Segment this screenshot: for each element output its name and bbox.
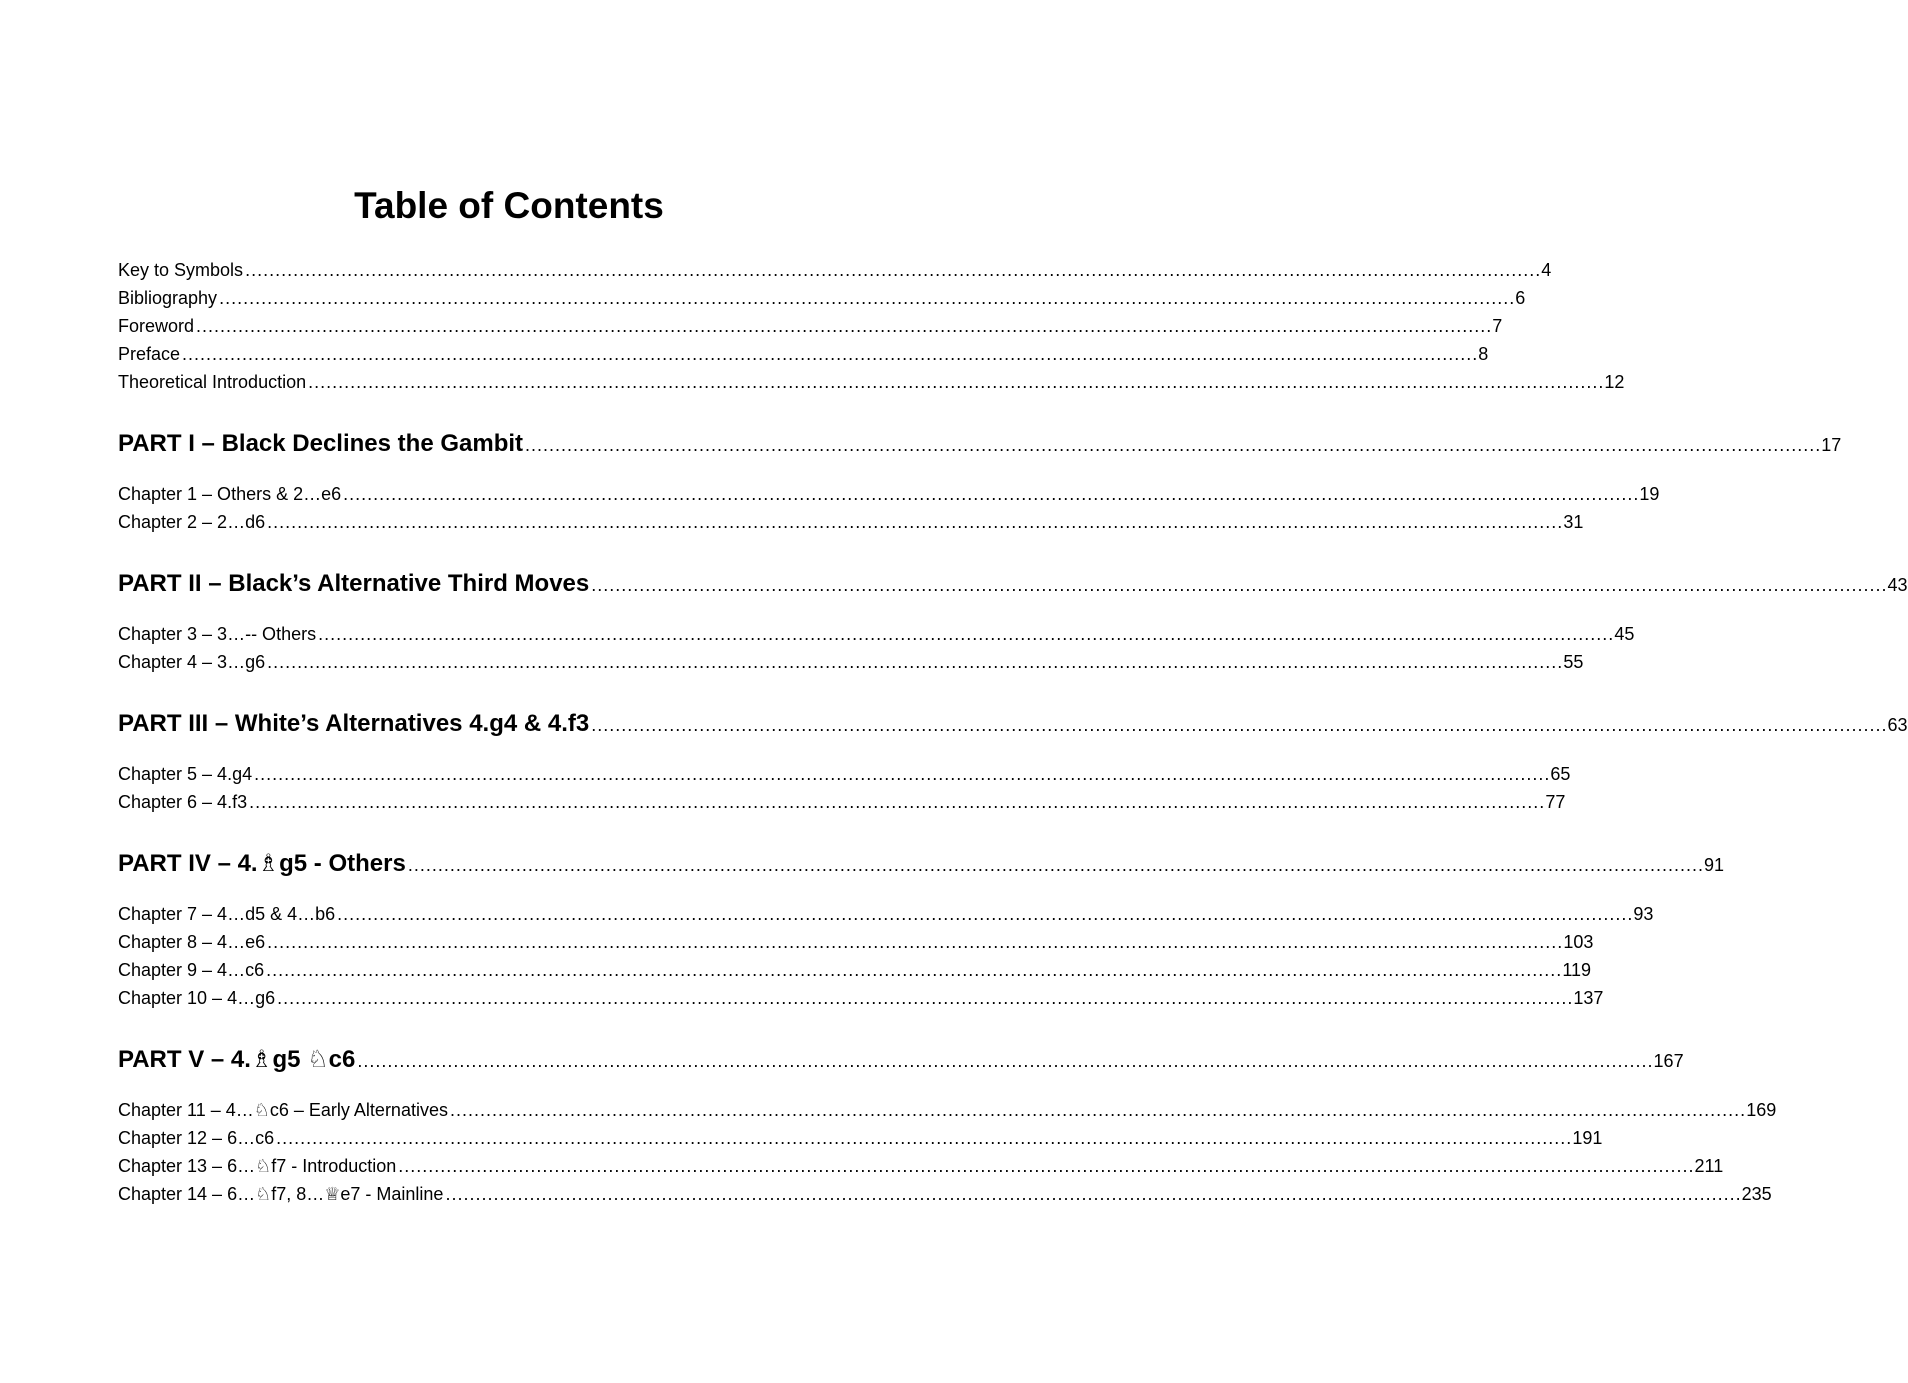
toc-part-page: 17 [1821, 435, 1842, 455]
table-of-contents [118, 256, 1908, 1208]
toc-entry-label: Chapter 7 – 4…d5 & 4…b6 [118, 904, 336, 924]
toc-part-2[interactable] [118, 566, 1908, 602]
toc-part-label: PART IV – 4.♗g5 - Others [118, 850, 406, 877]
page-title: Table of Contents [354, 185, 664, 226]
toc-chapter-1[interactable] [118, 480, 1660, 508]
toc-entry-label: Chapter 6 – 4.f3 [118, 792, 248, 812]
toc-part-4[interactable] [118, 846, 1725, 882]
toc-entry-page: 7 [1492, 316, 1503, 336]
dot-leader: ........................................................................................................................................................................................................................ [591, 715, 1888, 735]
toc-chapter-8[interactable] [118, 928, 1594, 956]
toc-entry-page: 103 [1563, 932, 1594, 952]
toc-entry-key-to-symbols[interactable] [118, 256, 1552, 284]
toc-chapter-3[interactable] [118, 620, 1635, 648]
toc-part-label: PART III – White’s Alternatives 4.g4 & 4.f3 [118, 710, 590, 737]
toc-entry-page: 31 [1563, 512, 1584, 532]
toc-entry-page: 45 [1614, 624, 1635, 644]
toc-part-page: 63 [1887, 715, 1908, 735]
dot-leader: ........................................................................................................................................................................................................................ [337, 904, 1634, 924]
toc-entry-label: Chapter 12 – 6…c6 [118, 1128, 275, 1148]
dot-leader: ........................................................................................................................................................................................................................ [182, 344, 1479, 364]
toc-part-label: PART I – Black Declines the Gambit [118, 430, 524, 457]
dot-leader: ........................................................................................................................................................................................................................ [318, 624, 1615, 644]
toc-entry-page: 55 [1563, 652, 1584, 672]
toc-entry-page: 12 [1604, 372, 1625, 392]
toc-entry-page: 6 [1515, 288, 1526, 308]
toc-entry-label: Chapter 9 – 4…c6 [118, 960, 265, 980]
dot-leader: ........................................................................................................................................................................................................................ [266, 960, 1563, 980]
toc-entry-page: 137 [1573, 988, 1604, 1008]
toc-entry-label: Preface [118, 344, 181, 364]
toc-part-1[interactable] [118, 426, 1842, 462]
toc-chapter-2[interactable] [118, 508, 1584, 536]
toc-entry-label: Chapter 11 – 4…♘c6 – Early Alternatives [118, 1100, 448, 1120]
dot-leader: ........................................................................................................................................................................................................................ [196, 316, 1493, 336]
toc-entry-theoretical-introduction[interactable] [118, 368, 1625, 396]
dot-leader: ........................................................................................................................................................................................................................ [445, 1184, 1742, 1204]
dot-leader: ........................................................................................................................................................................................................................ [343, 484, 1640, 504]
toc-entry-label: Chapter 2 – 2…d6 [118, 512, 266, 532]
toc-entry-label: Chapter 13 – 6…♘f7 - Introduction [118, 1156, 397, 1176]
toc-entry-preface[interactable] [118, 340, 1489, 368]
toc-entry-label: Chapter 1 – Others & 2…e6 [118, 484, 342, 504]
toc-chapter-5[interactable] [118, 760, 1571, 788]
toc-entry-page: 65 [1550, 764, 1571, 784]
toc-entry-bibliography[interactable] [118, 284, 1526, 312]
toc-entry-label: Chapter 5 – 4.g4 [118, 764, 253, 784]
dot-leader: ........................................................................................................................................................................................................................ [308, 372, 1605, 392]
toc-entry-page: 93 [1633, 904, 1654, 924]
toc-entry-label: Chapter 4 – 3…g6 [118, 652, 266, 672]
dot-leader: ........................................................................................................................................................................................................................ [249, 792, 1546, 812]
toc-part-label: PART II – Black’s Alternative Third Moves [118, 570, 590, 597]
dot-leader: ........................................................................................................................................................................................................................ [267, 652, 1564, 672]
toc-entry-label: Foreword [118, 316, 195, 336]
toc-chapter-6[interactable] [118, 788, 1566, 816]
toc-part-label: PART V – 4.♗g5 ♘c6 [118, 1046, 356, 1073]
toc-entry-page: 191 [1572, 1128, 1603, 1148]
toc-chapter-10[interactable] [118, 984, 1604, 1012]
toc-chapter-9[interactable] [118, 956, 1592, 984]
toc-entry-page: 169 [1746, 1100, 1777, 1120]
dot-leader: ........................................................................................................................................................................................................................ [267, 512, 1564, 532]
toc-entry-label: Key to Symbols [118, 260, 244, 280]
toc-chapter-13[interactable] [118, 1152, 1724, 1180]
toc-entry-label: Chapter 10 – 4…g6 [118, 988, 276, 1008]
toc-chapter-4[interactable] [118, 648, 1584, 676]
toc-entry-label: Theoretical Introduction [118, 372, 307, 392]
toc-entry-label: Chapter 3 – 3…-- Others [118, 624, 317, 644]
dot-leader: ........................................................................................................................................................................................................................ [276, 1128, 1573, 1148]
toc-entry-page: 77 [1545, 792, 1566, 812]
toc-entry-page: 4 [1541, 260, 1552, 280]
toc-part-page: 167 [1653, 1051, 1684, 1071]
toc-entry-label: Chapter 14 – 6…♘f7, 8…♕e7 - Mainline [118, 1184, 444, 1204]
toc-part-5[interactable] [118, 1042, 1684, 1078]
dot-leader: ........................................................................................................................................................................................................................ [591, 575, 1888, 595]
dot-leader: ........................................................................................................................................................................................................................ [525, 435, 1822, 455]
dot-leader: ........................................................................................................................................................................................................................ [398, 1156, 1695, 1176]
dot-leader: ........................................................................................................................................................................................................................ [267, 932, 1564, 952]
toc-chapter-14[interactable] [118, 1180, 1772, 1208]
toc-part-page: 91 [1704, 855, 1725, 875]
toc-chapter-11[interactable] [118, 1096, 1777, 1124]
toc-entry-page: 211 [1694, 1156, 1724, 1176]
toc-entry-page: 19 [1639, 484, 1660, 504]
toc-chapter-7[interactable] [118, 900, 1654, 928]
toc-chapter-12[interactable] [118, 1124, 1603, 1152]
toc-part-3[interactable] [118, 706, 1908, 742]
dot-leader: ........................................................................................................................................................................................................................ [277, 988, 1574, 1008]
dot-leader: ........................................................................................................................................................................................................................ [407, 855, 1705, 875]
toc-entry-page: 8 [1478, 344, 1489, 364]
toc-entry-page: 235 [1741, 1184, 1772, 1204]
toc-part-page: 43 [1887, 575, 1908, 595]
dot-leader: ........................................................................................................................................................................................................................ [245, 260, 1542, 280]
toc-entry-label: Bibliography [118, 288, 218, 308]
toc-entry-foreword[interactable] [118, 312, 1503, 340]
dot-leader: ........................................................................................................................................................................................................................ [449, 1100, 1747, 1120]
dot-leader: ........................................................................................................................................................................................................................ [357, 1051, 1654, 1071]
toc-entry-label: Chapter 8 – 4…e6 [118, 932, 266, 952]
dot-leader: ........................................................................................................................................................................................................................ [219, 288, 1516, 308]
toc-entry-page: 119 [1562, 960, 1592, 980]
dot-leader: ........................................................................................................................................................................................................................ [254, 764, 1551, 784]
